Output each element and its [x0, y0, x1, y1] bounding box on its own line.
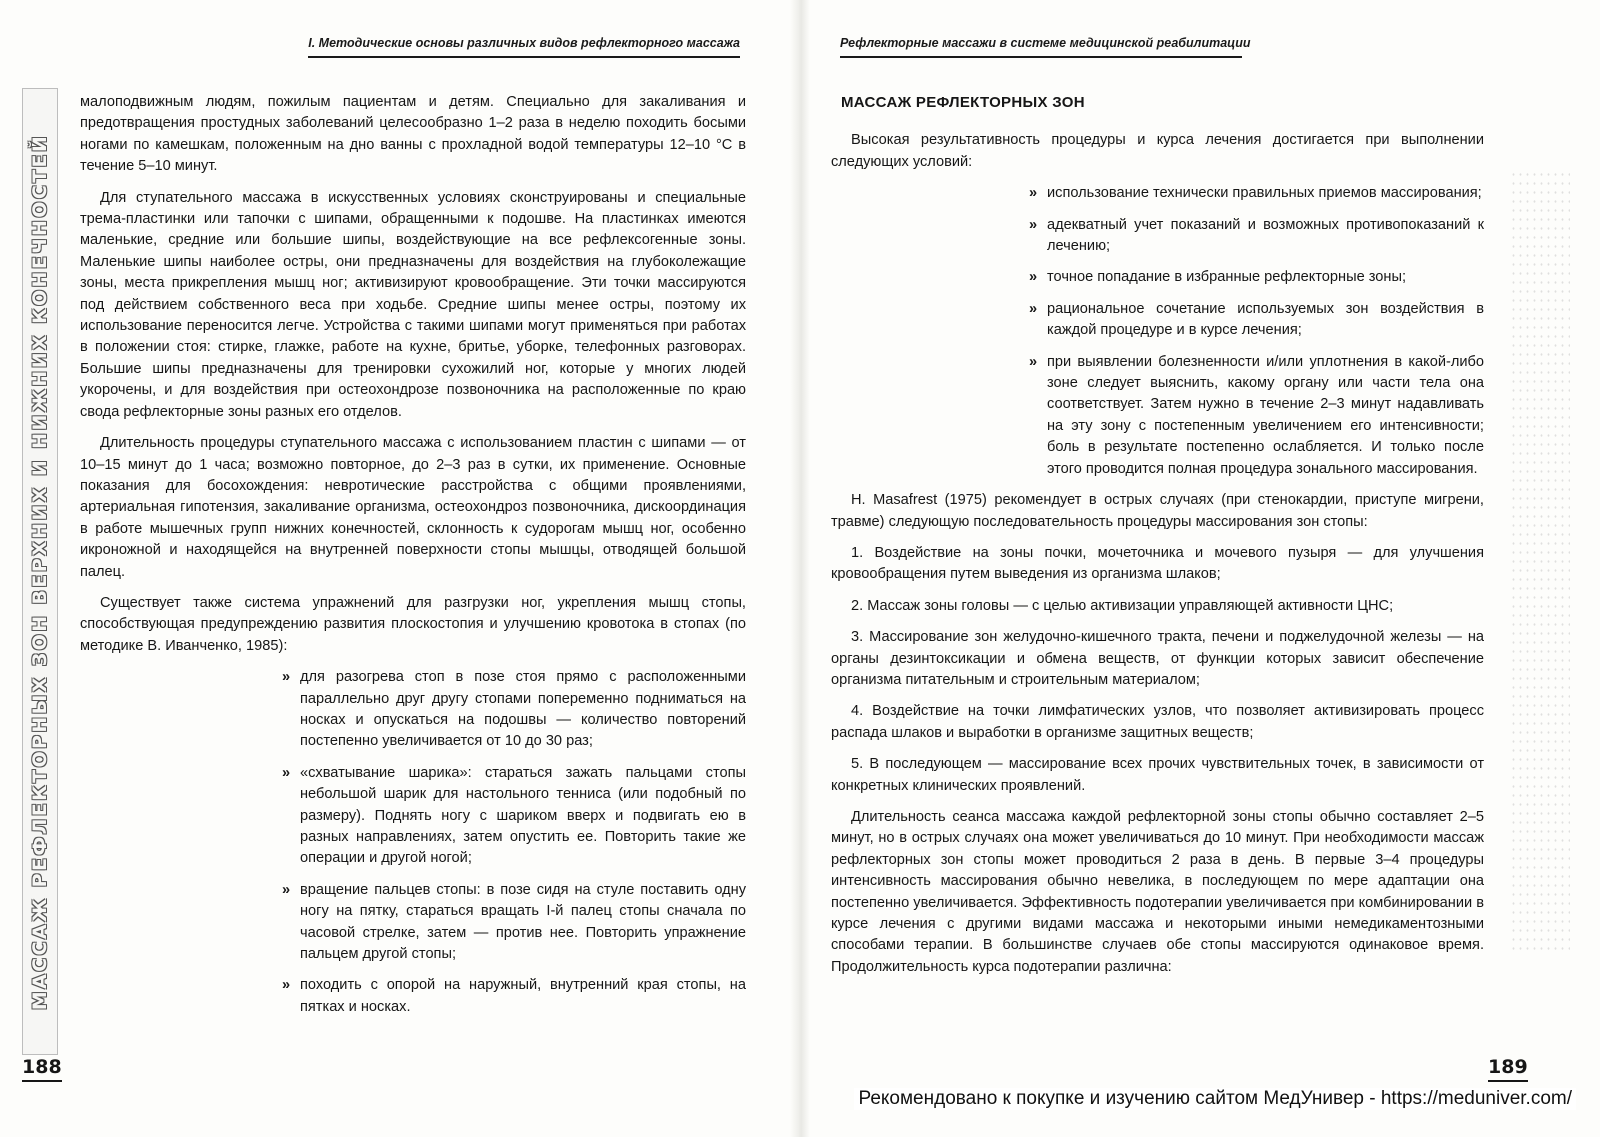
- paragraph: 5. В последующем — массирование всех прочих чувствительных точек, в зависимости от конкретных клинических проявлений.: [831, 756, 1484, 794]
- footer-recommendation: Рекомендовано к покупке и изучению сайтом МедУнивер - https://meduniver.com/: [854, 1088, 1576, 1110]
- scan-edge-texture: [1510, 170, 1570, 950]
- list-marker: »: [1029, 185, 1038, 202]
- paragraph: 4. Воздействие на точки лимфатических узлов, что позволяет активизировать процесс распада шлаков и выработки в организме защитных веществ;: [831, 703, 1484, 741]
- running-head-right: Рефлекторные массажи в системе медицинской реабилитации: [840, 36, 1242, 58]
- list-item-text: «схватывание шарика»: стараться зажать пальцами стопы небольшой шарик для настольного тенниса (или подобный по размеру). Поднять ногу с шариком вверх и подвигать ею в разных направлениях, затем опустить ее. Повторить такие же операции и другой ногой;: [300, 764, 746, 867]
- list-item-text: вращение пальцев стопы: в позе сидя на стуле поставить одну ногу на пятку, стараться вращать I-й палец стопы сначала по часовой стрелке, затем — против нее. Повторить упражнение пальцем другой стопы;: [300, 881, 746, 963]
- list-marker: »: [282, 881, 291, 898]
- list-item: [282, 763, 746, 870]
- right-text-column: [831, 92, 1484, 988]
- paragraph: 2. Массаж зоны головы — с целью активизации управляющей активности ЦНС;: [851, 597, 1394, 614]
- exercise-list: [282, 667, 746, 1018]
- list-item-text: походить с опорой на наружный, внутренний края стопы, на пятках и носках.: [300, 977, 746, 1015]
- list-item-text: для разогрева стоп в позе стоя прямо с расположенными параллельно друг другу стопами попеременно подниматься на носках и опускаться на подошвы — количество повторений постепенно увеличивается от 10 до 30 раз;: [300, 669, 746, 750]
- paragraph: Для ступательного массажа в искусственных условиях сконструированы и специальные трема-пластинки или тапочки с шипами, обращенными к подошве. На пластинках имеются маленькие, средние или большие шипы, воздействующие на все рефлексогенные зоны. Маленькие шипы наиболее остры, они предназначены для воздействия на глубоколежащие зоны, места прикрепления мышц ног; активизируют кровообращение. Эти точки массируются под действием собственного веса при ходьбе. Средние шипы менее остры, поэтому их использование переносится легче. Устройства с такими шипами могут применяться при работах в положении стоя: стирке, глажке, работе на кухне, бритье, уборке, телефонных разговорах. Большие шипы предназначены для тренировки сухожилий ног, которые у многих людей укорочены, и для воздействия при остеохондрозе позвоночника на расположенные по краю свода рефлекторные зоны разных его отделов.: [80, 189, 746, 420]
- left-text-column: [80, 92, 746, 1028]
- list-item-text: точное попадание в избранные рефлекторные зоны;: [1047, 269, 1406, 286]
- right-page: [810, 0, 1600, 1137]
- list-item: [1029, 215, 1484, 258]
- list-marker: »: [1029, 300, 1038, 317]
- list-marker: »: [1029, 353, 1038, 370]
- left-page: [0, 0, 790, 1137]
- page-number-left: 188: [22, 1056, 62, 1082]
- list-item-text: рациональное сочетание используемых зон воздействия в каждой процедуре и в курсе лечения;: [1047, 300, 1484, 339]
- paragraph: H. Masafrest (1975) рекомендует в острых случаях (при стенокардии, приступе мигрени, травме) следующую последовательность процедуры массирования зон стопы:: [831, 492, 1484, 530]
- paragraph: малоподвижным людям, пожилым пациентам и детям. Специально для закаливания и предотвращения простудных заболеваний целесообразно 1–2 раза в неделю походить босыми ногами по камешкам, положенным на дно ванны с прохладной водой температуры 12–10 °С в течение 5–10 минут.: [80, 94, 746, 175]
- section-title: МАССАЖ РЕФЛЕКТОРНЫХ ЗОН: [841, 94, 1085, 111]
- list-item: [1029, 352, 1484, 480]
- conditions-list: [1029, 183, 1484, 480]
- paragraph: Длительность сеанса массажа каждой рефлекторной зоны стопы обычно составляет 2–5 минут, но в острых случаях она может увеличиваться до 10 минут. При необходимости массаж рефлекторных зон стопы может проводиться 2 раза в день. В первые 3–4 процедуры интенсивность массирования обычно невелика, в последующем по мере адаптации она постепенно увеличивается. Эффективность подотерапии увеличивается при комбинировании в курсе лечения с другими видами массажа и некоторыми иными немедикаментозными способами терапии. В большинстве случаев обе стопы массируются одинаковое время. Продолжительность курса подотерапии различна:: [831, 808, 1484, 975]
- paragraph: Высокая результативность процедуры и курса лечения достигается при выполнении следующих условий:: [831, 132, 1484, 170]
- list-item-text: адекватный учет показаний и возможных противопоказаний к лечению;: [1047, 216, 1484, 255]
- list-marker: »: [1029, 216, 1038, 233]
- paragraph: Существует также система упражнений для разгрузки ног, укрепления мышц стопы, способствующая предупреждению развития плоскостопия и улучшению кровотока в стопах (по методике В. Иванченко, 1985):: [80, 594, 746, 654]
- book-gutter: [790, 0, 810, 1137]
- list-item: [282, 667, 746, 753]
- list-item: [282, 880, 746, 966]
- list-marker: »: [1029, 269, 1038, 286]
- list-marker: »: [282, 764, 291, 781]
- list-marker: »: [282, 669, 291, 686]
- paragraph: Длительность процедуры ступательного массажа с использованием пластин с шипами — от 10–15 минут до 1 часа; возможно повторное, до 2–3 раз в сутки, их применение. Основные показания для босохождения: невротические расстройства с общими проявлениями, артериальная гипотензия, закаливание организма, остеохондроз позвоночника, дискоординация в работе мышечных групп нижних конечностей, склонность к судорогам мышц ног, особенно икроножной и находящейся на внутренней поверхности стопы мышцы, отводящей большой палец.: [80, 435, 746, 580]
- paragraph: 1. Воздействие на зоны почки, мочеточника и мочевого пузыря — для улучшения кровообращения путем выведения из организма шлаков;: [831, 544, 1484, 583]
- list-marker: »: [282, 977, 291, 994]
- list-item: [1029, 299, 1484, 342]
- list-item-text: при выявлении болезненности и/или уплотнения в какой-либо зоне следует выяснить, какому органу или части тела она соответствует. Затем нужно в течение 2–3 минут надавливать на эту зону с постепенным увеличением его интенсивности; боль в результате постепенно ослабляется. И только после этого проводится полная процедура зонального массирования.: [1047, 353, 1484, 477]
- page-number-right: 189: [1488, 1056, 1528, 1082]
- list-item-text: использование технически правильных приемов массирования;: [1047, 185, 1482, 202]
- list-item: [282, 975, 746, 1018]
- list-item: [1029, 183, 1484, 204]
- running-head-left: I. Методические основы различных видов рефлекторного массажа: [308, 36, 740, 58]
- paragraph: 3. Массирование зон желудочно-кишечного тракта, печени и поджелудочной железы — на органы дезинтоксикации и обмена веществ, от функции которых зависит обеспечение организма питательным и строительным материалом;: [831, 629, 1484, 688]
- list-item: [1029, 267, 1484, 288]
- side-band-title: МАССАЖ РЕФЛЕКТОРНЫХ ЗОН ВЕРХНИХ И НИЖНИХ КОНЕЧНОСТЕЙ: [29, 133, 51, 1010]
- side-band: [22, 88, 58, 1055]
